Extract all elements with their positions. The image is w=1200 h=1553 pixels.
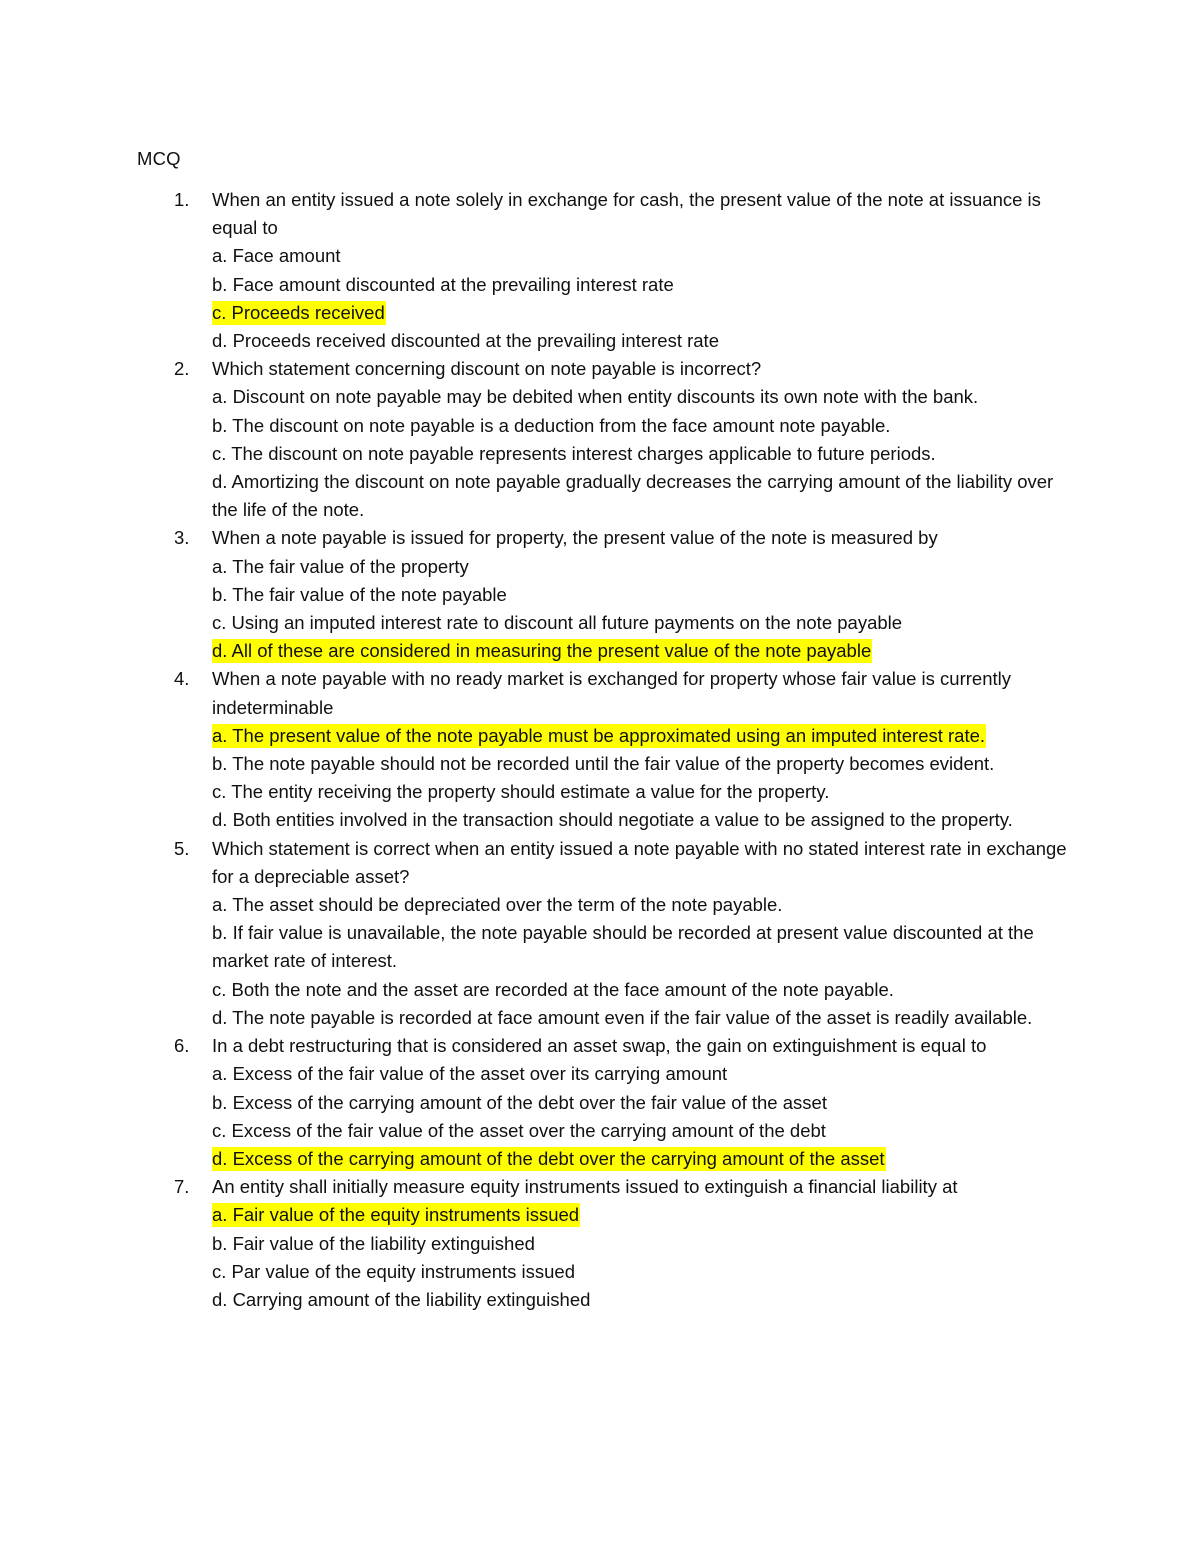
answer-option-text: c. The discount on note payable represents interest charges applicable to future periods. bbox=[212, 442, 936, 464]
answer-option bbox=[212, 806, 1077, 834]
question-item bbox=[137, 524, 1077, 665]
answer-option-text: d. Excess of the carrying amount of the debt over the carrying amount of the asset bbox=[212, 1147, 885, 1169]
answer-option-text: d. Carrying amount of the liability extinguished bbox=[212, 1288, 591, 1310]
answer-option-text: c. Using an imputed interest rate to discount all future payments on the note payable bbox=[212, 612, 903, 634]
answer-option-highlighted bbox=[212, 299, 1077, 327]
question-number: 1. bbox=[174, 189, 190, 210]
answer-option-text: b. The note payable should not be recorded until the fair value of the property becomes evident. bbox=[212, 753, 995, 775]
question-number: 7. bbox=[174, 1176, 190, 1198]
answer-option bbox=[212, 609, 1077, 637]
answer-option bbox=[212, 1286, 1077, 1314]
question-item bbox=[137, 1032, 1077, 1173]
answer-option-highlighted bbox=[212, 1201, 1077, 1229]
answer-option bbox=[212, 242, 1077, 270]
answer-option-text: d. All of these are considered in measuring the present value of the note payable bbox=[212, 640, 872, 662]
question-text: In a debt restructuring that is considered an asset swap, the gain on extinguishment is equal to bbox=[212, 1035, 987, 1057]
question-number: 6. bbox=[174, 1035, 190, 1057]
question-text: Which statement is correct when an entity issued a note payable with no stated interest rate in exchange for a depreciable asset? bbox=[212, 837, 1067, 887]
question-text: When a note payable is issued for property, the present value of the note is measured by bbox=[212, 527, 938, 549]
answer-option bbox=[212, 327, 1077, 355]
answer-option-text: d. Amortizing the discount on note payable gradually decreases the carrying amount of the liability over the life of the note. bbox=[212, 471, 1054, 521]
question-text: Which statement concerning discount on note payable is incorrect? bbox=[212, 358, 762, 380]
question-item bbox=[137, 355, 1077, 524]
question-item bbox=[137, 835, 1077, 1032]
question-number: 5. bbox=[174, 837, 190, 859]
answer-option bbox=[212, 1258, 1077, 1286]
answer-option-text: b. Excess of the carrying amount of the debt over the fair value of the asset bbox=[212, 1091, 827, 1113]
answer-option-text: b. Face amount discounted at the prevailing interest rate bbox=[212, 273, 674, 295]
answer-option bbox=[212, 778, 1077, 806]
answer-option-text: c. Proceeds received bbox=[212, 301, 385, 323]
answer-option-text: a. Excess of the fair value of the asset over its carrying amount bbox=[212, 1063, 728, 1085]
page-title: MCQ bbox=[137, 148, 181, 169]
answer-option bbox=[212, 271, 1077, 299]
question-text: When an entity issued a note solely in exchange for cash, the present value of the note at issuance is equal to bbox=[212, 189, 1041, 239]
answer-option-text: b. If fair value is unavailable, the note payable should be recorded at present value discounted at the market rate of interest. bbox=[212, 922, 1034, 972]
answer-option-text: c. Par value of the equity instruments issued bbox=[212, 1260, 575, 1282]
answer-option-text: c. Both the note and the asset are recorded at the face amount of the note payable. bbox=[212, 978, 894, 1000]
answer-option-highlighted bbox=[212, 1145, 1077, 1173]
question-list bbox=[137, 186, 1077, 1314]
answer-option-text: b. Fair value of the liability extinguished bbox=[212, 1232, 535, 1254]
answer-option bbox=[212, 412, 1077, 440]
answer-option-text: a. Discount on note payable may be debited when entity discounts its own note with the bank. bbox=[212, 386, 979, 408]
answer-option-text: d. The note payable is recorded at face amount even if the fair value of the asset is readily available. bbox=[212, 1006, 1033, 1028]
answer-option bbox=[212, 1089, 1077, 1117]
answer-option-text: a. The asset should be depreciated over the term of the note payable. bbox=[212, 894, 783, 916]
answer-option bbox=[212, 581, 1077, 609]
answer-option bbox=[212, 1004, 1077, 1032]
answer-option bbox=[212, 440, 1077, 468]
answer-option-text: b. The discount on note payable is a deduction from the face amount note payable. bbox=[212, 414, 891, 436]
answer-option-text: b. The fair value of the note payable bbox=[212, 583, 507, 605]
question-number: 4. bbox=[174, 668, 190, 690]
answer-option bbox=[212, 1060, 1077, 1088]
answer-option bbox=[212, 891, 1077, 919]
question-text: When a note payable with no ready market is exchanged for property whose fair value is currently indeterminable bbox=[212, 668, 1011, 718]
question-item bbox=[137, 1173, 1077, 1314]
answer-option-text: a. Face amount bbox=[212, 245, 341, 267]
answer-option bbox=[212, 553, 1077, 581]
answer-option bbox=[212, 976, 1077, 1004]
question-text: An entity shall initially measure equity instruments issued to extinguish a financial liability at bbox=[212, 1176, 958, 1198]
answer-option bbox=[212, 750, 1077, 778]
answer-option-text: c. The entity receiving the property should estimate a value for the property. bbox=[212, 781, 830, 803]
answer-option bbox=[212, 383, 1077, 411]
answer-option-text: a. The fair value of the property bbox=[212, 555, 469, 577]
answer-option-text: a. Fair value of the equity instruments issued bbox=[212, 1204, 580, 1226]
answer-option-text: d. Both entities involved in the transaction should negotiate a value to be assigned to the property. bbox=[212, 809, 1013, 831]
question-number: 3. bbox=[174, 527, 190, 549]
question-number: 2. bbox=[174, 358, 190, 380]
answer-option-text: c. Excess of the fair value of the asset over the carrying amount of the debt bbox=[212, 1119, 826, 1141]
answer-option bbox=[212, 919, 1077, 975]
answer-option bbox=[212, 1117, 1077, 1145]
answer-option-highlighted bbox=[212, 637, 1077, 665]
answer-option-highlighted bbox=[212, 722, 1077, 750]
question-item bbox=[137, 665, 1077, 834]
answer-option-text: d. Proceeds received discounted at the prevailing interest rate bbox=[212, 330, 719, 352]
answer-option-text: a. The present value of the note payable must be approximated using an imputed interest rate. bbox=[212, 724, 986, 746]
answer-option bbox=[212, 468, 1077, 524]
question-item bbox=[137, 186, 1077, 355]
answer-option bbox=[212, 1230, 1077, 1258]
